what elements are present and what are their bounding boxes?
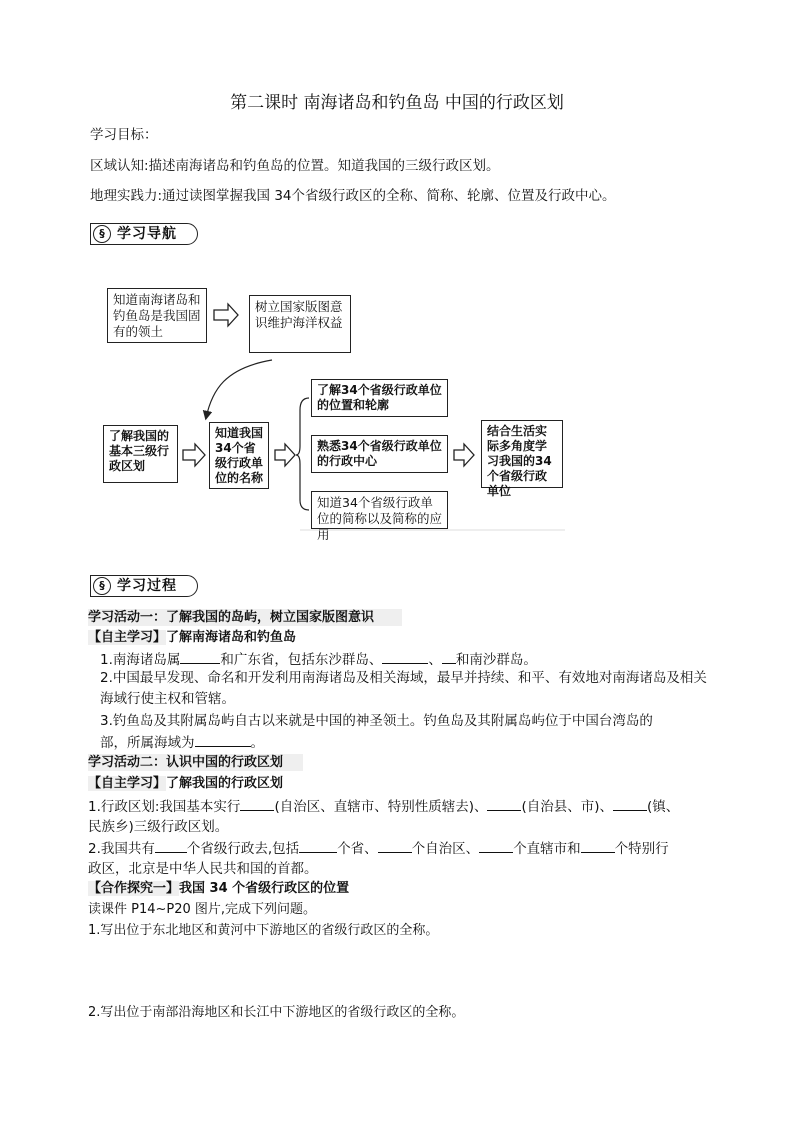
flow-box-three-levels: 了解我国的基本三级行政区划 <box>103 425 178 483</box>
hollow-arrow-icon <box>214 304 238 326</box>
coop-text: 我国 34 个省级行政区的位置 <box>179 881 350 896</box>
activity2-q1-line2: 民族乡)三级行政区划。 <box>88 819 229 835</box>
flow-box-practice: 结合生活实际多角度学习我国的34个省级行政单位 <box>481 420 563 488</box>
coop-heading <box>88 880 349 897</box>
flow-connectors <box>0 0 794 560</box>
activity2-q1-line1: 1.行政区划:我国基本实行 (自治区、直辖市、特别性质辖去)、 (自治县、市)、 (镇、 <box>88 799 680 815</box>
coop-q1: 1.写出位于东北地区和黄河中下游地区的省级行政区的全称。 <box>88 923 439 938</box>
objective-line-2: 地理实践力:通过读图掌握我国 34个省级行政区的全称、简称、轮廓、位置及行政中心。 <box>90 188 616 204</box>
answer-blank[interactable] <box>299 839 337 853</box>
activity2-q2-line2: 政区，北京是中华人民共和国的首都。 <box>88 861 318 877</box>
answer-blank[interactable] <box>487 797 521 811</box>
answer-blank[interactable] <box>382 650 428 664</box>
bracket <box>296 398 309 510</box>
objective-line-1: 区域认知:描述南海诸岛和钓鱼岛的位置。知道我国的三级行政区划。 <box>90 158 500 174</box>
nav-section-label: 学习导航 <box>117 226 177 242</box>
activity2-heading: 学习活动二：认识中国的行政区划 <box>88 754 303 771</box>
objectives-heading: 学习目标： <box>90 127 158 143</box>
answer-blank[interactable] <box>195 733 251 747</box>
coop-q2: 2.写出位于南部沿海地区和长江中下游地区的省级行政区的全称。 <box>88 1005 465 1020</box>
flow-box-location: 了解34个省级行政单位的位置和轮廓 <box>311 379 448 417</box>
answer-blank[interactable] <box>378 839 412 853</box>
sub-text: 了解我国的行政区划 <box>166 776 284 791</box>
activity1-heading: 学习活动一：了解我国的岛屿，树立国家版图意识 <box>88 609 402 626</box>
section-icon: § <box>93 225 111 243</box>
flow-box-abbreviation: 知道34个省级行政单位的简称以及简称的应用 <box>311 491 448 529</box>
coop-intro: 读课件 P14~P20 图片,完成下列问题。 <box>88 902 317 917</box>
flow-box-territory: 知道南海诸岛和钓鱼岛是我国固有的领土 <box>107 288 207 343</box>
hollow-arrow-icon <box>183 444 205 466</box>
hollow-arrow-icon <box>454 444 474 466</box>
activity1-q1: 1.南海诸岛属 和广东省，包括东沙群岛、 、 和南沙群岛。 <box>100 652 537 668</box>
sub-label: 【自主学习】 <box>88 776 167 791</box>
flow-box-awareness: 树立国家版图意识维护海洋权益 <box>249 295 351 353</box>
section-icon: § <box>93 577 111 595</box>
answer-blank[interactable] <box>155 839 187 853</box>
answer-blank[interactable] <box>442 650 456 664</box>
sub-text: 了解南海诸岛和钓鱼岛 <box>166 630 297 645</box>
process-section-label: 学习过程 <box>117 578 177 594</box>
flow-box-names: 知道我国34个省级行政单位的名称 <box>209 422 269 489</box>
answer-blank[interactable] <box>581 839 615 853</box>
curved-arrow <box>206 360 272 418</box>
activity2-sub <box>88 775 283 792</box>
answer-blank[interactable] <box>240 797 274 811</box>
answer-blank[interactable] <box>613 797 647 811</box>
coop-label: 【合作探究一】 <box>88 881 180 896</box>
flow-box-capital: 熟悉34个省级行政单位的行政中心 <box>311 435 448 473</box>
sub-label: 【自主学习】 <box>88 630 167 645</box>
answer-blank[interactable] <box>180 650 220 664</box>
answer-blank[interactable] <box>479 839 513 853</box>
activity1-q3-line2: 部，所属海域为 。 <box>100 735 264 751</box>
page-title: 第二课时 南海诸岛和钓鱼岛 中国的行政区划 <box>230 93 564 113</box>
process-section-tag <box>90 575 198 597</box>
activity1-q3-line1: 3.钓鱼岛及其附属岛屿自古以来就是中国的神圣领土。钓鱼岛及其附属岛屿位于中国台湾岛的 <box>100 713 653 729</box>
activity1-q2: 2.中国最早发现、命名和开发利用南海诸岛及相关海域，最早并持续、和平、有效地对南海诸岛及相关海域行使主权和管辖。 <box>100 670 707 707</box>
activity1-sub <box>88 629 296 646</box>
activity2-q2-line1: 2.我国共有 个省级行政去,包括 个省、 个自治区、 个直辖市和 个特别行 <box>88 841 669 857</box>
hollow-arrow-icon <box>275 444 295 466</box>
